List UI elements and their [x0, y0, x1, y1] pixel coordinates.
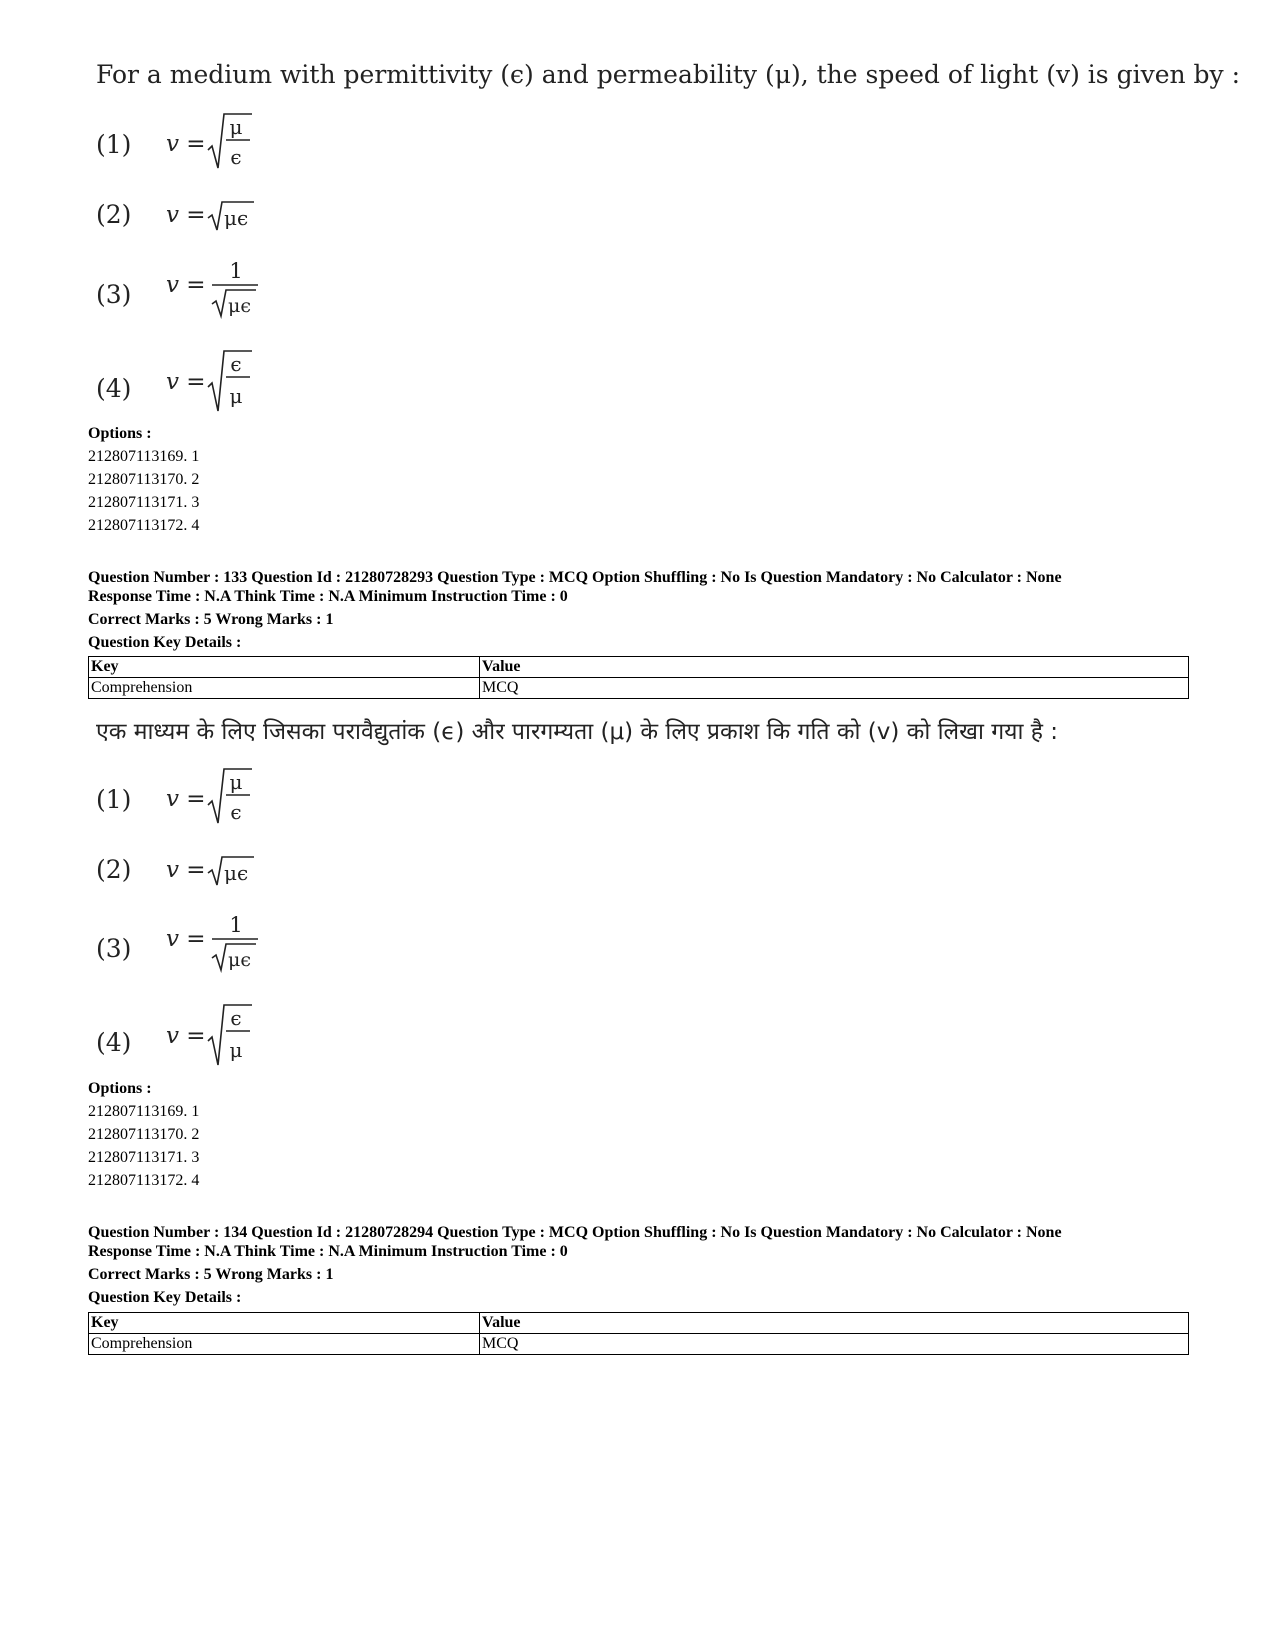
choice-lhs: v =	[166, 369, 206, 395]
option-id-3: 212807113171. 3	[88, 1149, 200, 1166]
choice-number: (4)	[96, 1028, 132, 1057]
option-id-2: 212807113170. 2	[88, 471, 200, 488]
options-label: Options :	[88, 425, 152, 442]
fraction-numerator: 1	[229, 913, 243, 937]
table-cell-key: Comprehension	[89, 1334, 480, 1355]
choice-lhs: v =	[166, 1023, 206, 1049]
fraction-numerator: ϵ	[230, 352, 242, 376]
choice-number: (1)	[96, 130, 132, 159]
sqrt-formula	[208, 198, 268, 234]
question-meta-line2: Response Time : N.A Think Time : N.A Minimum Instruction Time : 0	[88, 1243, 568, 1260]
table-cell-value: MCQ	[480, 678, 1189, 699]
choice-number: (3)	[96, 280, 132, 309]
choice-3	[96, 910, 356, 980]
choice-3	[96, 256, 356, 326]
sqrt-fraction-formula	[208, 112, 268, 178]
choice-number: (2)	[96, 855, 132, 884]
option-id-4: 212807113172. 4	[88, 517, 200, 534]
key-details-table	[88, 656, 1189, 699]
table-header-key: Key	[89, 657, 480, 678]
choice-4	[96, 352, 356, 422]
fraction-denominator: ϵ	[230, 145, 242, 169]
reciprocal-sqrt-formula	[208, 256, 268, 326]
sqrt-fraction-formula	[208, 349, 268, 415]
key-details-table	[88, 1312, 1189, 1355]
choice-lhs: v =	[166, 272, 206, 298]
question-meta-line1: Question Number : 134 Question Id : 21280728294 Question Type : MCQ Option Shuffling : No Is Question Mandatory : No Calculator : None	[88, 1224, 1062, 1241]
key-details-label: Question Key Details :	[88, 634, 242, 651]
sqrt-fraction-formula	[208, 767, 268, 833]
table-header-key: Key	[89, 1313, 480, 1334]
radicand: μϵ	[224, 861, 249, 885]
choice-lhs: v =	[166, 131, 206, 157]
radicand: μϵ	[224, 206, 249, 230]
reciprocal-sqrt-formula	[208, 910, 268, 980]
option-id-3: 212807113171. 3	[88, 494, 200, 511]
key-details-label: Question Key Details :	[88, 1289, 242, 1306]
table-header-value: Value	[480, 1313, 1189, 1334]
question-marks: Correct Marks : 5 Wrong Marks : 1	[88, 611, 334, 628]
question-text-hindi: एक माध्यम के लिए जिसका परावैद्युतांक (ϵ) और पारगम्यता (μ) के लिए प्रकाश कि गति को (v) को लिखा गया है :	[96, 719, 1059, 745]
option-id-1: 212807113169. 1	[88, 1103, 200, 1120]
choice-4	[96, 1006, 356, 1076]
choice-number: (4)	[96, 374, 132, 403]
table-header-row	[89, 657, 1189, 678]
choice-number: (3)	[96, 934, 132, 963]
table-cell-value: MCQ	[480, 1334, 1189, 1355]
fraction-denominator: ϵ	[230, 800, 242, 824]
option-id-2: 212807113170. 2	[88, 1126, 200, 1143]
choice-number: (1)	[96, 785, 132, 814]
choice-lhs: v =	[166, 857, 206, 883]
table-cell-key: Comprehension	[89, 678, 480, 699]
fraction-numerator: μ	[229, 770, 243, 794]
question-text-english: For a medium with permittivity (ϵ) and permeability (μ), the speed of light (v) is given by :	[96, 60, 1241, 89]
choice-lhs: v =	[166, 786, 206, 812]
fraction-numerator: μ	[229, 115, 243, 139]
choice-1	[96, 115, 356, 185]
choice-lhs: v =	[166, 926, 206, 952]
sqrt-fraction-formula	[208, 1003, 268, 1069]
fraction-denominator: μ	[229, 384, 243, 408]
table-header-row	[89, 1313, 1189, 1334]
choice-lhs: v =	[166, 202, 206, 228]
sqrt-formula	[208, 853, 268, 889]
option-id-1: 212807113169. 1	[88, 448, 200, 465]
option-id-4: 212807113172. 4	[88, 1172, 200, 1189]
radicand: μϵ	[228, 949, 251, 971]
table-row	[89, 678, 1189, 699]
table-row	[89, 1334, 1189, 1355]
question-meta-line2: Response Time : N.A Think Time : N.A Minimum Instruction Time : 0	[88, 588, 568, 605]
fraction-numerator: ϵ	[230, 1006, 242, 1030]
table-header-value: Value	[480, 657, 1189, 678]
fraction-numerator: 1	[229, 259, 243, 283]
options-label: Options :	[88, 1080, 152, 1097]
question-meta-line1: Question Number : 133 Question Id : 21280728293 Question Type : MCQ Option Shuffling : No Is Question Mandatory : No Calculator : None	[88, 569, 1062, 586]
question-marks: Correct Marks : 5 Wrong Marks : 1	[88, 1266, 334, 1283]
fraction-denominator: μ	[229, 1038, 243, 1062]
choice-1	[96, 770, 356, 840]
radicand: μϵ	[228, 295, 251, 317]
choice-number: (2)	[96, 200, 132, 229]
